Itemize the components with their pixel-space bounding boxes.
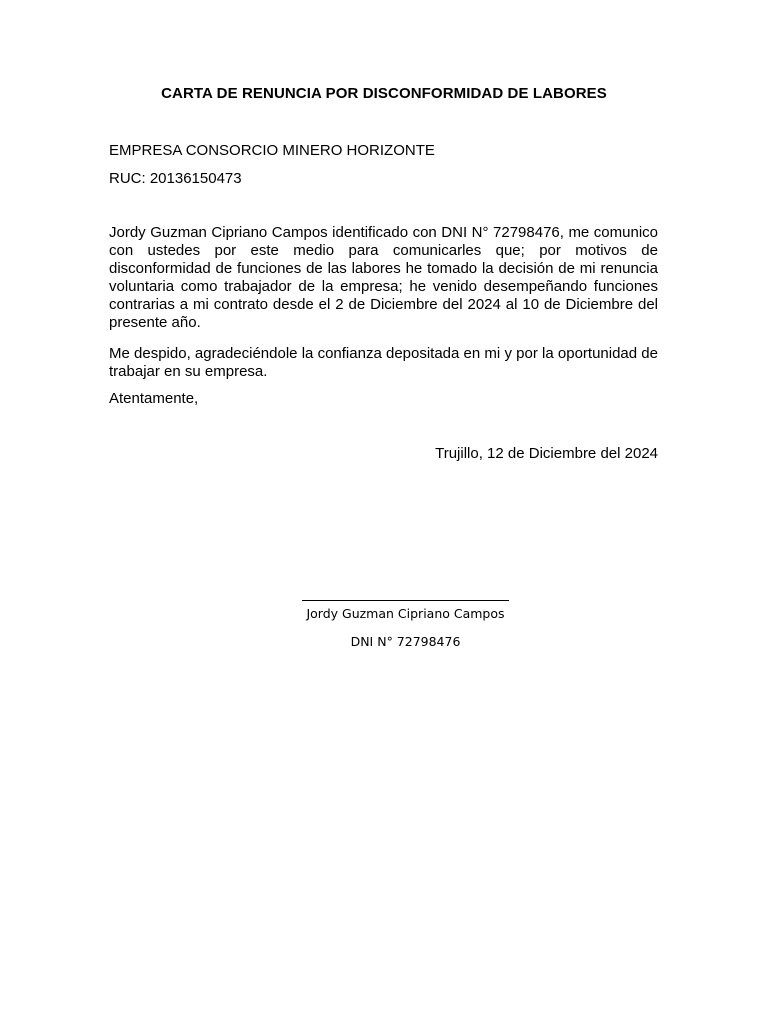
body-paragraph-1: Jordy Guzman Cipriano Campos identificado con DNI N° 72798476, me comunico con ustedes por este medio para comunicarles que; por motivos de disconformidad de funciones de las labores he tomado la decisión de mi renuncia voluntaria como trabajador de la empresa; he venido desempeñando funciones contrarias a mi contrato desde el 2 de Diciembre del 2024 al 10 de Diciembre del presente año. xyxy=(109,224,658,331)
body-paragraph-2: Me despido, agradeciéndole la confianza depositada en mi y por la oportunidad de trabajar en su empresa. xyxy=(109,345,658,380)
company-name: EMPRESA CONSORCIO MINERO HORIZONTE xyxy=(109,142,435,159)
signer-dni: DNI N° 72798476 xyxy=(350,634,461,649)
closing-salutation: Atentamente, xyxy=(109,390,199,407)
letter-title: CARTA DE RENUNCIA POR DISCONFORMIDAD DE LABORES xyxy=(161,85,607,102)
signature-line xyxy=(302,600,509,601)
company-ruc: RUC: 20136150473 xyxy=(109,170,242,187)
signer-name: Jordy Guzman Cipriano Campos xyxy=(306,606,505,621)
place-date: Trujillo, 12 de Diciembre del 2024 xyxy=(435,445,658,462)
